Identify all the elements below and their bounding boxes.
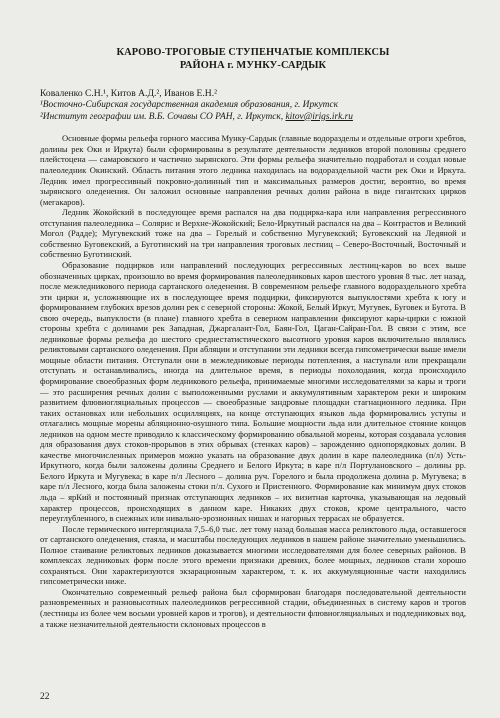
- paper-title: [40, 46, 466, 72]
- body-text: [40, 133, 466, 629]
- page-number: 22: [40, 692, 50, 702]
- paragraph-1: Основные формы рельефа горного массива Мунку-Сардык (главные водоразделы и отдельные отроги хребтов, долины рек Оки и Иркута) были сформированы в результате деятельности ледников второй половины среднего плейстоцена — самаровского и частично зырянского. Эти формы рельефа значительно подработал и создал новые палеоледник Окинский. Область питания этого ледника находилась на водораздельной части рек Оки и Иркута. Ледник имел прогрессивный покровно-долинный тип и максимальных размеров достиг, вероятно, во время зырянского оледенения. Он заложил основные направления речных долин района в виде гигантских цирков (мегакаров).: [40, 133, 466, 207]
- affiliation-1: ¹Восточно-Сибирская государственная академия образования, г. Иркутск: [40, 99, 338, 110]
- email-link[interactable]: kitov@irigs.irk.ru: [285, 111, 353, 122]
- author-list: Коваленко С.Н.¹, Китов А.Д.², Иванов Е.Н.²: [40, 88, 217, 99]
- affiliation-2-text: ²Институт географии им. В.Б. Сочавы СО РАН, г. Иркутск,: [40, 111, 286, 122]
- paragraph-3: Образование подцирков или направлений последующих регрессивных лестниц-каров во всех выше обозначенных цирках, произошло во время формирования палеоледниковых каров шестого уровня 8 тыс. лет назад, после межледникового периода сартанского оледенения. В современном рельефе главного водораздельного хребта эти цирки и, усложняющие их в последующее время подцирки, фиксируются выпуклостями хребта к югу и формированием глубоких врезов долин рек с северной стороны: Жокой, Белый Иркут, Мугувек, Буговек и Бугота. В свою очередь, выпуклости (в плане) главного хребта в северном направлении фиксируют кары-цирки с южной стороны хребта с долинами рек Западная, Джаргалант-Гол, Баян-Гол, Цаган-Сайран-Гол. В связи с этим, все ледниковые формы рельефа до шестого среднестатистического высотного уровня каров включительно являлись реликтовыми сартанского оледенения. При абляции и отступании эти ледники всегда гипсометрически выше имели мощные области питания. Отступали они в межледниковые периоды потепления, а наступали или прекращали отступать и останавливались, иногда на длительное время, в периоды похолодания, когда происходило формирование своеобразных форм ледникового рельефа, принимаемые многими исследователями за кары и троги — это расширения речных долин с выположенными руслами и аккумулятивным характером реки и широким развитием флювиогляциальных процессов — своеобразные зандровые площадки стагнационного ледника. При таких остановках или небольших осцилляциях, на конце отступающих языков льда формировались уступы и отлагались мощные морены абляционно-osушного типа. Большие мощности льда или длительное стояние концов ледников на одном месте приводило к классическому формированию обвальной морены, которая создавала условия для образования двух стоков-прорывов в этих обрывах (стенках каров) – зарождению однопорядковых долин. В качестве многочисленных примеров можно указать на образование двух долин в каре палеоледника (п/л) Усть-Иркутного, когда были заложены долины Среднего и Белого Иркута; в каре п/л Портулановского – долины рр. Белого Иркута и Мугувека; в каре п/л Лесного – долина руч. Горелого и была продолжена долина р. Мугувека; в каре п/л Лесного, когда была заложены стоки п/л. Сухого и Пристенного. Формирование как минимум двух стоков льда – ярКий и постоянный признак отступающих ледников – их визитная карточка, указывающая на ледовый характер процессов, происходящих в данном каре. Никаких двух стоков, кроме центрального, часто переуглубленного, в снежных или нивально-эрозионных нишах и нагорных террасах не образуется.: [40, 259, 466, 524]
- paragraph-5: Окончательно современный рельеф района был сформирован благодаря последовательной деятельности разновременных и разновысотных палеоледников регрессивной стадии, объединенных в систему каров и трогов (лестницы из более чем восьми уровней каров и трогов), и деятельности флювиогляциальных и подледниковых вод, а также незначительной деятельности склоновых процессов в: [40, 586, 466, 629]
- title-line-1: КАРОВО-ТРОГОВЫЕ СТУПЕНЧАТЫЕ КОМПЛЕКСЫ: [116, 47, 390, 58]
- affiliation-2: [40, 112, 466, 124]
- authors-block: [40, 88, 466, 123]
- paragraph-4: После термического интергляциала 7,5–6,0 тыс. лет тому назад большая масса реликтового льда, оставшегося от сартанского оледенения, стаяла, и масштабы последующих ледников в нашем районе значительно уменьшились. Полное стаивание реликтовых ледников доказывается многими исследователями для более северных районов. В комплексах ледниковых форм после этого времени признаки древних, более мощных, ледников стали хорошо сохраняться. Они характеризуются экзарационным характером, т. к. их аккумуляционные части находились гипсометрически ниже.: [40, 523, 466, 587]
- title-line-2: РАЙОНА г. МУНКУ-САРДЫК: [179, 60, 327, 71]
- paragraph-2: Ледник Жокойский в последующее время распался на два подцирка-кара или направления регрессивного отступания палеоледника – Солярис и Верхне-Жокойский; Бело-Иркутный распался на два – Контрастов и Великий Могол (Радде); Мугувекский тоже на два – Горелый и собственно Мугувекский; Буговекский на Ледяной и собственно Буговекский, а Буготинский на три направления троговых лестниц – Северо-Восточный, Восточный и собственно Буготинский.: [40, 207, 466, 260]
